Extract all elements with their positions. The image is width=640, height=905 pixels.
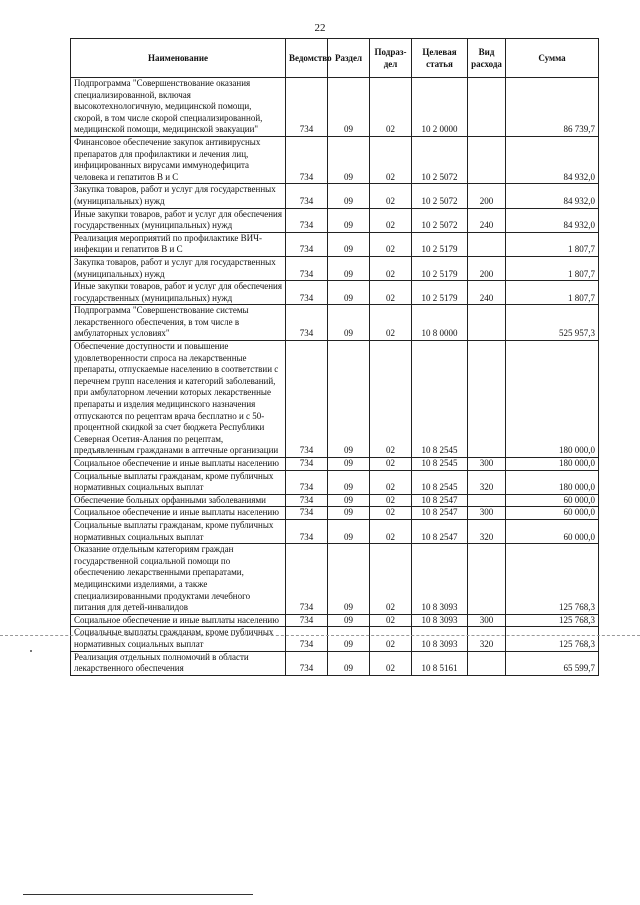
sum-cell: 125 768,3 [506, 627, 599, 651]
subsection-cell: 02 [370, 494, 412, 507]
dept-cell: 734 [286, 232, 328, 256]
target-cell: 10 2 5072 [412, 184, 468, 208]
kind-cell [468, 341, 506, 458]
table-row [71, 627, 599, 651]
target-cell: 10 8 2545 [412, 341, 468, 458]
table-row [71, 519, 599, 543]
subsection-cell: 02 [370, 305, 412, 341]
target-cell: 10 8 3093 [412, 544, 468, 615]
kind-cell: 320 [468, 470, 506, 494]
table-row [71, 614, 599, 627]
sum-cell: 84 932,0 [506, 136, 599, 183]
dept-cell: 734 [286, 470, 328, 494]
subsection-cell: 02 [370, 281, 412, 305]
section-cell: 09 [328, 341, 370, 458]
kind-cell: 200 [468, 184, 506, 208]
kind-cell: 320 [468, 627, 506, 651]
section-cell: 09 [328, 232, 370, 256]
section-cell: 09 [328, 281, 370, 305]
dept-cell: 734 [286, 544, 328, 615]
dept-cell: 734 [286, 614, 328, 627]
subsection-cell: 02 [370, 184, 412, 208]
name-cell: Закупка товаров, работ и услуг для государственных (муниципальных) нужд [71, 184, 286, 208]
kind-cell [468, 651, 506, 675]
footnote-rule [23, 894, 253, 895]
table-row [71, 305, 599, 341]
subsection-cell: 02 [370, 519, 412, 543]
header-section: Раздел [328, 39, 370, 78]
sum-cell: 180 000,0 [506, 470, 599, 494]
subsection-cell: 02 [370, 507, 412, 520]
sum-cell: 125 768,3 [506, 614, 599, 627]
header-sum: Сумма [506, 39, 599, 78]
section-cell: 09 [328, 458, 370, 471]
section-cell: 09 [328, 494, 370, 507]
sum-cell: 65 599,7 [506, 651, 599, 675]
dept-cell: 734 [286, 627, 328, 651]
target-cell: 10 8 2545 [412, 470, 468, 494]
dept-cell: 734 [286, 305, 328, 341]
dept-cell: 734 [286, 341, 328, 458]
sum-cell: 525 957,3 [506, 305, 599, 341]
dept-cell: 734 [286, 136, 328, 183]
section-cell: 09 [328, 184, 370, 208]
sum-cell: 84 932,0 [506, 184, 599, 208]
subsection-cell: 02 [370, 627, 412, 651]
dept-cell: 734 [286, 184, 328, 208]
target-cell: 10 2 5179 [412, 256, 468, 280]
section-cell: 09 [328, 627, 370, 651]
table-row [71, 256, 599, 280]
sum-cell: 84 932,0 [506, 208, 599, 232]
header-target: Целевая статья [412, 39, 468, 78]
table-row [71, 232, 599, 256]
section-cell: 09 [328, 208, 370, 232]
section-cell: 09 [328, 507, 370, 520]
name-cell: Иные закупки товаров, работ и услуг для обеспечения государственных (муниципальных) нужд [71, 281, 286, 305]
subsection-cell: 02 [370, 208, 412, 232]
sum-cell: 60 000,0 [506, 519, 599, 543]
table-row [71, 281, 599, 305]
name-cell: Закупка товаров, работ и услуг для государственных (муниципальных) нужд [71, 256, 286, 280]
section-cell: 09 [328, 544, 370, 615]
header-kind: Вид расхода [468, 39, 506, 78]
kind-cell [468, 78, 506, 137]
table-row [71, 507, 599, 520]
subsection-cell: 02 [370, 458, 412, 471]
name-cell: Социальное обеспечение и иные выплаты населению [71, 507, 286, 520]
target-cell: 10 8 2547 [412, 507, 468, 520]
kind-cell [468, 136, 506, 183]
budget-table [70, 38, 599, 676]
name-cell: Обеспечение доступности и повышение удовлетворенности спроса на лекарственные препараты, отпускаемые населению в соответствии с перечнем групп населения и категорий заболеваний, при амбулаторном лечении которых лекарственные препараты и изделия медицинского назначения отпускаются по рецептам врача бесплатно и с 50-процентной скидкой за счет бюджета Республики Северная Осетия-Алания по рецептам, предъявленным гражданами в аптечные организации [71, 341, 286, 458]
dept-cell: 734 [286, 519, 328, 543]
kind-cell: 240 [468, 281, 506, 305]
subsection-cell: 02 [370, 78, 412, 137]
kind-cell: 240 [468, 208, 506, 232]
header-subsection: Подраз-дел [370, 39, 412, 78]
kind-cell [468, 232, 506, 256]
sum-cell: 1 807,7 [506, 281, 599, 305]
subsection-cell: 02 [370, 651, 412, 675]
target-cell: 10 8 2547 [412, 519, 468, 543]
target-cell: 10 8 0000 [412, 305, 468, 341]
dept-cell: 734 [286, 78, 328, 137]
kind-cell: 300 [468, 614, 506, 627]
table-row [71, 341, 599, 458]
kind-cell: 320 [468, 519, 506, 543]
name-cell: Реализация мероприятий по профилактике ВИЧ-инфекции и гепатитов В и С [71, 232, 286, 256]
page-number: 22 [314, 22, 326, 34]
dept-cell: 734 [286, 281, 328, 305]
subsection-cell: 02 [370, 614, 412, 627]
name-cell: Финансовое обеспечение закупок антивирусных препаратов для профилактики и лечения лиц, инфицированных вирусами иммунодефицита человека и гепатитов В и С [71, 136, 286, 183]
scan-fold-line [0, 635, 640, 636]
section-cell: 09 [328, 305, 370, 341]
table-row [71, 458, 599, 471]
section-cell: 09 [328, 519, 370, 543]
kind-cell: 300 [468, 458, 506, 471]
dept-cell: 734 [286, 256, 328, 280]
section-cell: 09 [328, 136, 370, 183]
sum-cell: 125 768,3 [506, 544, 599, 615]
dept-cell: 734 [286, 651, 328, 675]
subsection-cell: 02 [370, 136, 412, 183]
dept-cell: 734 [286, 494, 328, 507]
target-cell: 10 2 5072 [412, 208, 468, 232]
sum-cell: 180 000,0 [506, 458, 599, 471]
target-cell: 10 8 2545 [412, 458, 468, 471]
kind-cell: 300 [468, 507, 506, 520]
subsection-cell: 02 [370, 256, 412, 280]
kind-cell: 200 [468, 256, 506, 280]
dept-cell: 734 [286, 507, 328, 520]
sum-cell: 60 000,0 [506, 507, 599, 520]
name-cell: Подпрограмма "Совершенствование оказания специализированной, включая высокотехнологичную, медицинской помощи, скорой, в том числе скорой специализированной, медицинской помощи, медицинской эвакуации" [71, 78, 286, 137]
target-cell: 10 8 3093 [412, 614, 468, 627]
target-cell: 10 8 2547 [412, 494, 468, 507]
table-row [71, 78, 599, 137]
scan-speck [30, 650, 32, 652]
section-cell: 09 [328, 256, 370, 280]
header-dept: Ведомство [286, 39, 328, 78]
target-cell: 10 2 5179 [412, 232, 468, 256]
table-row [71, 208, 599, 232]
name-cell: Социальные выплаты гражданам, кроме публичных нормативных социальных выплат [71, 470, 286, 494]
name-cell: Оказание отдельным категориям граждан государственной социальной помощи по обеспечению лекарственными препаратами, медицинскими изделиями, а также специализированными продуктами лечебного питания для детей-инвалидов [71, 544, 286, 615]
subsection-cell: 02 [370, 544, 412, 615]
target-cell: 10 8 5161 [412, 651, 468, 675]
sum-cell: 1 807,7 [506, 232, 599, 256]
name-cell: Иные закупки товаров, работ и услуг для обеспечения государственных (муниципальных) нужд [71, 208, 286, 232]
section-cell: 09 [328, 614, 370, 627]
name-cell: Социальные выплаты гражданам, кроме публичных нормативных социальных выплат [71, 519, 286, 543]
table-row [71, 136, 599, 183]
sum-cell: 1 807,7 [506, 256, 599, 280]
name-cell: Подпрограмма "Совершенствование системы лекарственного обеспечения, в том числе в амбулаторных условиях" [71, 305, 286, 341]
sum-cell: 180 000,0 [506, 341, 599, 458]
name-cell: Социальные выплаты гражданам, кроме публичных нормативных социальных выплат [71, 627, 286, 651]
table-row [71, 184, 599, 208]
section-cell: 09 [328, 651, 370, 675]
subsection-cell: 02 [370, 470, 412, 494]
subsection-cell: 02 [370, 341, 412, 458]
table-row [71, 470, 599, 494]
kind-cell [468, 305, 506, 341]
target-cell: 10 8 3093 [412, 627, 468, 651]
name-cell: Обеспечение больных орфанными заболеваниями [71, 494, 286, 507]
table-row [71, 494, 599, 507]
table-header-row [71, 39, 599, 78]
target-cell: 10 2 5072 [412, 136, 468, 183]
sum-cell: 86 739,7 [506, 78, 599, 137]
sum-cell: 60 000,0 [506, 494, 599, 507]
name-cell: Социальное обеспечение и иные выплаты населению [71, 458, 286, 471]
table-row [71, 544, 599, 615]
section-cell: 09 [328, 470, 370, 494]
dept-cell: 734 [286, 208, 328, 232]
kind-cell [468, 494, 506, 507]
target-cell: 10 2 5179 [412, 281, 468, 305]
name-cell: Социальное обеспечение и иные выплаты населению [71, 614, 286, 627]
dept-cell: 734 [286, 458, 328, 471]
target-cell: 10 2 0000 [412, 78, 468, 137]
kind-cell [468, 544, 506, 615]
table-row [71, 651, 599, 675]
header-name: Наименование [71, 39, 286, 78]
section-cell: 09 [328, 78, 370, 137]
subsection-cell: 02 [370, 232, 412, 256]
name-cell: Реализация отдельных полномочий в области лекарственного обеспечения [71, 651, 286, 675]
